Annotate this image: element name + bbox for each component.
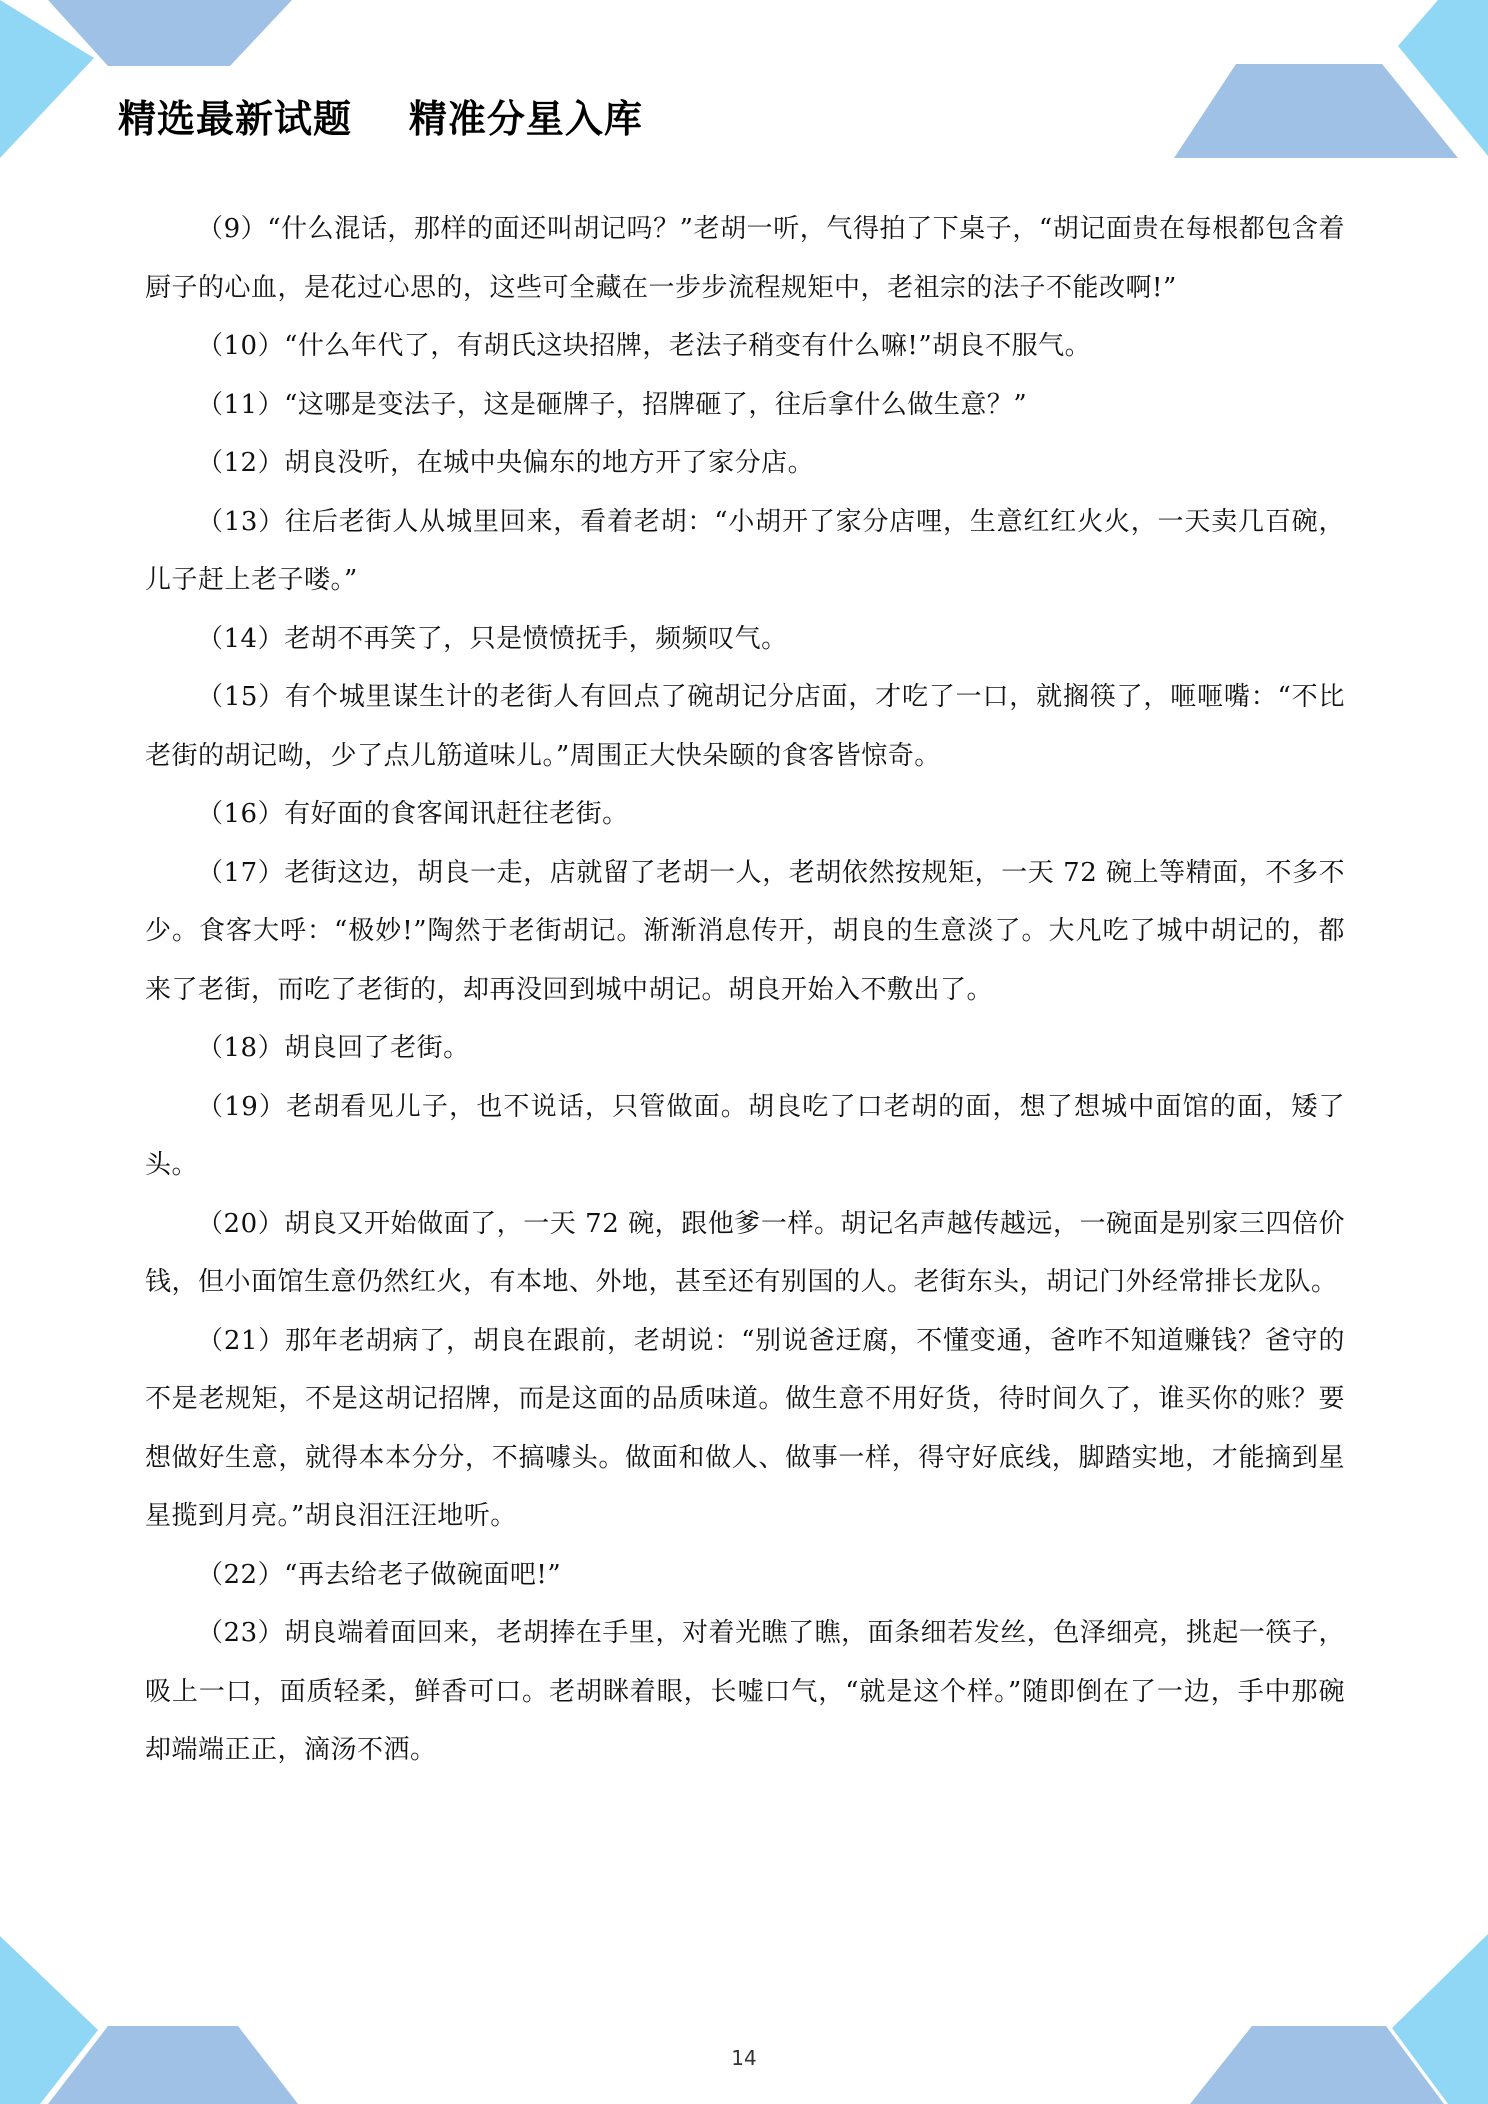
paragraph-9: （9）“什么混话，那样的面还叫胡记吗？”老胡一听，气得拍了下桌子，“胡记面贵在每根都包含着厨子的心血，是花过心思的，这些可全藏在一步步流程规矩中，老祖宗的法子不能改啊!” [145,214,1345,303]
paragraph-22: （22）“再去给老子做碗面吧!” [197,1559,562,1590]
paragraph-20: （20）胡良又开始做面了，一天 72 碗，跟他爹一样。胡记名声越传越远，一碗面是别家三四倍价钱，但小面馆生意仍然红火，有本地、外地，甚至还有别国的人。老街东头，胡记门外经常排长龙队。 [145,1208,1345,1297]
paragraph-19: （19）老胡看见儿子，也不说话，只管做面。胡良吃了口老胡的面，想了想城中面馆的面，矮了头。 [145,1091,1345,1180]
corner-trapezoid-top-right [1174,64,1458,158]
paragraph-21: （21）那年老胡病了，胡良在跟前，老胡说：“别说爸迂腐，不懂变通，爸咋不知道赚钱？爸守的不是老规矩，不是这胡记招牌，而是这面的品质味道。做生意不用好货，待时间久了，谁买你的账？要想做好生意，就得本本分分，不搞噱头。做面和做人、做事一样，得守好底线，脚踏实地，才能摘到星星揽到月亮。”胡良泪汪汪地听。 [145,1325,1345,1531]
paragraph-13: （13）往后老街人从城里回来，看着老胡：“小胡开了家分店哩，生意红红火火，一天卖几百碗，儿子赶上老子喽。” [145,506,1345,595]
paragraph-17: （17）老街这边，胡良一走，店就留了老胡一人，老胡依然按规矩，一天 72 碗上等精面，不多不少。食客大呼：“极妙!”陶然于老街胡记。渐渐消息传开，胡良的生意淡了。大凡吃了城中胡记的，都来了老街，而吃了老街的，却再没回到城中胡记。胡良开始入不敷出了。 [145,857,1345,1005]
paragraph-23: （23）胡良端着面回来，老胡捧在手里，对着光瞧了瞧，面条细若发丝，色泽细亮，挑起一筷子，吸上一口，面质轻柔，鲜香可口。老胡眯着眼，长嘘口气，“就是这个样。”随即倒在了一边，手中那碗却端端正正，滴汤不洒。 [145,1618,1345,1765]
paragraph-14: （14）老胡不再笑了，只是愤愤抚手，频频叹气。 [197,623,788,654]
paragraph-12: （12）胡良没听，在城中央偏东的地方开了家分店。 [197,448,815,478]
page-number: 14 [731,2046,757,2070]
paragraph-18: （18）胡良回了老街。 [197,1033,470,1063]
article-body [145,200,1345,1780]
paragraph-11: （11）“这哪是变法子，这是砸牌子，招牌砸了，往后拿什么做生意？” [197,389,1028,420]
paragraph-10: （10）“什么年代了，有胡氏这块招牌，老法子稍变有什么嘛!”胡良不服气。 [197,331,1092,361]
paragraph-16: （16）有好面的食客闻讯赶往老街。 [197,799,629,829]
header-title: 精选最新试题 精准分星入库 [118,97,643,141]
paragraph-15: （15）有个城里谋生计的老街人有回点了碗胡记分店面，才吃了一口，就搁筷了，咂咂嘴：“不比老街的胡记呦，少了点儿筋道味儿。”周围正大快朵颐的食客皆惊奇。 [145,682,1345,771]
